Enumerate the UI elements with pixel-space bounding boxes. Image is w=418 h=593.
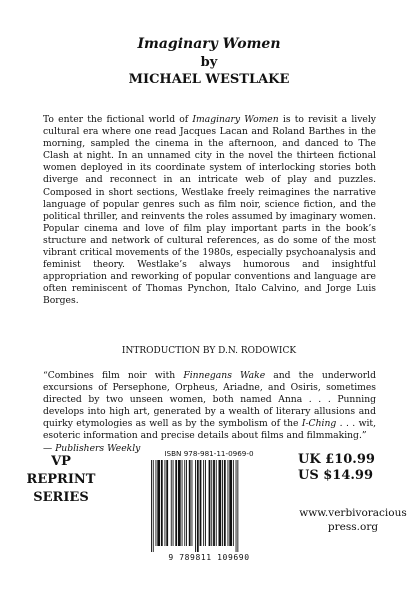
barcode-bar — [157, 460, 160, 546]
barcode-bar — [165, 460, 166, 546]
book-title: Imaginary Women — [137, 36, 281, 52]
barcode-bar — [228, 460, 229, 546]
barcode-bar — [209, 460, 211, 546]
barcode-bar — [175, 460, 177, 546]
barcode-bar — [189, 460, 191, 546]
barcode-bar — [205, 460, 206, 546]
barcode-bar — [178, 460, 181, 546]
barcode-bar — [166, 460, 168, 546]
barcode-bar — [156, 460, 157, 546]
barcode-bar — [236, 460, 237, 552]
by-label: by — [200, 55, 218, 70]
quote-text-3: . . . wit, esoteric information and precise details about films and filmmaking.” — [43, 418, 377, 442]
price-us: US $14.99 — [298, 468, 374, 483]
series-line-1: VP — [51, 454, 71, 469]
barcode-bar — [237, 460, 238, 552]
barcode-bar — [182, 460, 183, 546]
quote-source-dash: — — [43, 442, 56, 454]
author-name: MICHAEL WESTLAKE — [128, 72, 290, 87]
barcode-bar — [161, 460, 163, 546]
quote-text-1: “Combines film noir with — [43, 370, 184, 381]
quote-italic-2: I-Ching — [301, 418, 337, 430]
barcode-bar — [153, 460, 154, 552]
quote-italic-1: Finnegans Wake — [183, 370, 266, 381]
publisher-website — [298, 506, 408, 534]
barcode-bar — [224, 460, 226, 546]
barcode-bar — [186, 460, 187, 546]
blurb-paragraph — [43, 114, 376, 308]
barcode-bar — [200, 460, 202, 546]
barcode-block — [143, 449, 275, 567]
quote-source: Publishers Weekly — [55, 442, 141, 454]
barcode-bar — [192, 460, 193, 546]
review-quote — [43, 370, 376, 455]
blurb-text-2: is to revisit a lively cultural era where one read Jacques Lacan and Roland Barthes in the morning, sampled the cinema in the afternoon, and danced to The Clash at night. In an unnamed city in the novel the thirteen fictional women deployed in its coordinate system of interlocking stories both diverge and reconnect in an intricate web of play and puzzles. Composed in short sections, Westlake freely reimagines the narrative language of popular genres such as film noir, science fiction, and the political thriller, and reinvents the roles assumed by imaginary women. Popular cinema and love of film play important parts in the book’s structure and network of cultural references, as do some of the most vibrant critical movements of the 1980s, especially psychoanalysis and feminist theory. Westlake’s always humorous and insightful appropriation and reworking of popular conventions and language are often reminiscent of Thomas Pynchon, Italo Calvino, and Jorge Luis Borges. — [43, 114, 376, 307]
introduction-credit: INTRODUCTION BY D.N. RODOWICK — [121, 346, 297, 356]
barcode-bar — [211, 460, 212, 546]
website-line-2: press.org — [327, 521, 379, 533]
barcode-bar — [216, 460, 217, 546]
barcode-bar — [233, 460, 234, 546]
barcode-bar — [184, 460, 185, 546]
barcode-bar — [151, 460, 152, 552]
series-label — [10, 453, 112, 507]
barcode-icon — [143, 460, 275, 552]
barcode-bar — [203, 460, 204, 546]
barcode-bar — [222, 460, 223, 546]
barcode-bar — [173, 460, 174, 546]
quote-text-2: and the underworld excursions of Persephone, Orpheus, Ariadne, and Osiris, sometimes directed by two unseen women, both named Anna . . . Punning develops into high art, generated by a wealth of literary allusions and quirky etymologies as well as by the symbolism of the — [43, 370, 376, 430]
barcode-bar — [229, 460, 232, 546]
series-line-2: REPRINT — [26, 472, 96, 487]
price-uk: UK £10.99 — [298, 452, 375, 467]
blurb-title-italic: Imaginary Women — [192, 114, 279, 125]
barcode-bar — [171, 460, 172, 546]
website-line-1: www.verbivoracious — [299, 507, 407, 519]
series-line-3: SERIES — [33, 490, 89, 505]
blurb-text-1: To enter the fictional world of — [43, 114, 193, 125]
barcode-bar — [219, 460, 222, 546]
barcode-bar — [195, 460, 196, 552]
barcode-bar — [197, 460, 199, 552]
barcode-digits: 9 789811 109690 — [168, 553, 250, 562]
isbn-label: ISBN 978-981-11-0969-0 — [164, 449, 254, 458]
barcode-bar — [213, 460, 215, 546]
